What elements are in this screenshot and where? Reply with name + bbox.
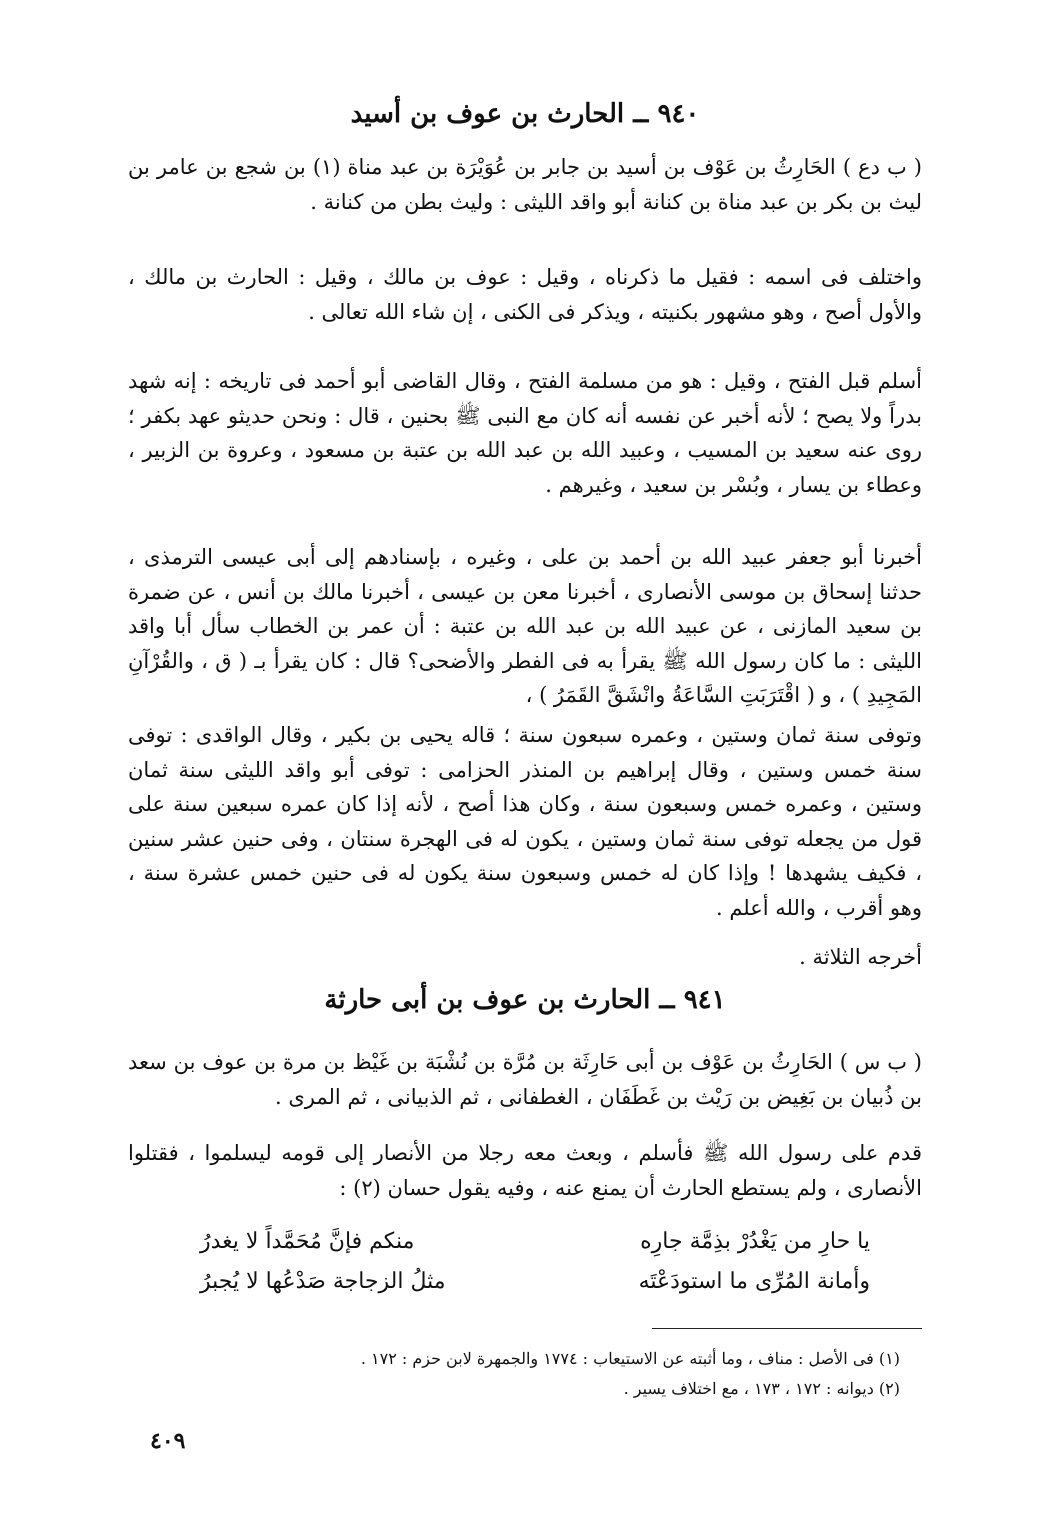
verse-hemistich: وأمانة المُرِّى ما استودَعْتَه: [638, 1269, 870, 1294]
entry-940-conversion: [128, 364, 922, 502]
footnote: (١) فى الأصل : مناف ، وما أثبته عن الاستيعاب : ١٧٧٤ والجمهرة لابن حزم : ١٧٢ .: [360, 1349, 900, 1368]
footnotes: [300, 1344, 900, 1404]
entry-940-lineage: [128, 150, 922, 219]
entry-941-story: [128, 1136, 922, 1205]
paragraph: أخبرنا أبو جعفر عبيد الله بن أحمد بن على ، وغيره ، بإسنادهم إلى أبى عيسى الترمذى ، حدثنا إسحاق بن موسى الأنصارى ، أخبرنا معن بن عيسى ، أخبرنا مالك بن أنس ، عن ضمرة بن سعيد المازنى ، عن عبيد الله بن عبد الله بن عتبة : أن عمر بن الخطاب سأل أبا واقد الليثى : ما كان رسول الله ﷺ يقرأ به فى الفطر والأضحى؟ قال : كان يقرأ بـ ( ق ، والقُرْآنِ المَجِيدِ ) ، و ( اقْتَرَبَتِ السَّاعَةُ وانْشَقَّ القَمَرُ ) ،: [128, 545, 922, 707]
entry-940-hadith: [128, 540, 922, 713]
entry-940-source: [128, 940, 922, 974]
paragraph: قدم على رسول الله ﷺ فأسلم ، وبعث معه رجلا من الأنصار إلى قومه ليسلموا ، فقتلوا الأنصارى ، ولم يستطع الحارث أن يمنع عنه ، وفيه يقول حسان (٢) :: [128, 1141, 922, 1200]
verse-line: [200, 1262, 870, 1302]
verse-line: [200, 1222, 870, 1262]
verse-hemistich: يا حارِ من يَغْدُرْ بذِمَّة جارِه: [640, 1229, 870, 1254]
entry-940-death: [128, 718, 922, 925]
paragraph: وتوفى سنة ثمان وستين ، وعمره سبعون سنة ؛ قاله يحيى بن بكير ، وقال الواقدى : توفى سنة خمس وستين ، وقال إبراهيم بن المنذر الحزامى : توفى أبو واقد الليثى سنة ثمان وستين ، وعمره خمس وسبعون سنة ، وكان هذا أصح ، لأنه إذا كان عمره سبعين سنة على قول من يجعله توفى سنة ثمان وستين ، يكون له فى الهجرة سنتان ، وفى حنين عشر سنين ، فكيف يشهدها ! وإذا كان له خمس وسبعون سنة يكون له فى حنين خمس عشرة سنة ، وهو أقرب ، والله أعلم .: [128, 723, 923, 920]
paragraph: ( ب دع ) الحَارِثُ بن عَوْف بن أسيد بن جابر بن عُوَيْرَة بن عبد مناة (١) بن شجع بن عامر بن ليث بن بكر بن عبد مناة بن كنانة أبو واقد الليثى : وليث بطن من كنانة .: [128, 155, 923, 214]
poem-verses: [200, 1222, 870, 1302]
paragraph: ( ب س ) الحَارِثُ بن عَوْف بن أبى حَارِثَة بن مُرَّة بن نُشْبَة بن غَيْظ بن مرة بن عوف بن سعد بن ذُبيان بن بَغِيض بن رَيْث بن غَطَفَان ، الغطفانى ، ثم الذبيانى ، ثم المرى .: [128, 1050, 922, 1109]
page-number: ٤٠٩: [150, 1428, 186, 1454]
footnote: (٢) ديوانه : ١٧٢ ، ١٧٣ ، مع اختلاف يسير .: [623, 1379, 900, 1398]
entry-940-name-dispute: [128, 260, 922, 329]
paragraph: أخرجه الثلاثة .: [799, 945, 922, 969]
paragraph: واختلف فى اسمه : فقيل ما ذكرناه ، وقيل : عوف بن مالك ، وقيل : الحارث بن مالك ، والأول أصح ، وهو مشهور بكنيته ، ويذكر فى الكنى ، إن شاء الله تعالى .: [128, 265, 922, 324]
footnote-divider: [652, 1328, 922, 1329]
verse-hemistich: منكم فإنَّ مُحَمَّداً لا يغدرُ: [200, 1229, 415, 1254]
entry-title-941: ٩٤١ ــ الحارث بن عوف بن أبى حارثة: [324, 985, 726, 1015]
entry-title-940: ٩٤٠ ــ الحارث بن عوف بن أسيد: [350, 99, 700, 129]
paragraph: أسلم قبل الفتح ، وقيل : هو من مسلمة الفتح ، وقال القاضى أبو أحمد فى تاريخه : إنه شهد بدراً ولا يصح ؛ لأنه أخبر عن نفسه أنه كان مع النبى ﷺ بحنين ، قال : ونحن حديثو عهد بكفر ؛ روى عنه سعيد بن المسيب ، وعبيد الله بن عبد الله بن عتبة بن مسعود ، وعروة بن الزبير ، وعطاء بن يسار ، وبُسْر بن سعيد ، وغيرهم .: [128, 369, 922, 497]
verse-hemistich: مثلُ الزجاجة صَدْعُها لا يُجبرُ: [200, 1269, 446, 1294]
entry-941-lineage: [128, 1045, 922, 1114]
